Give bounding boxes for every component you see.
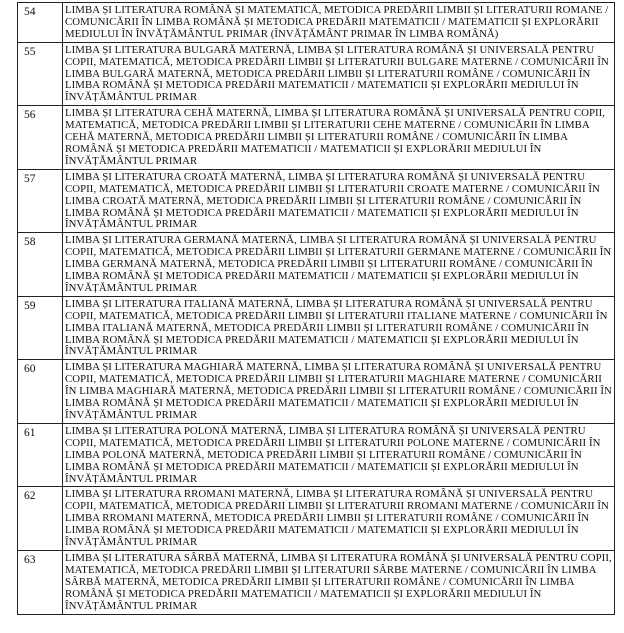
- row-number: 61: [18, 423, 63, 487]
- document-page: [17, 2, 615, 615]
- table-row: [18, 42, 615, 106]
- table-row: [18, 550, 615, 614]
- specializations-table: [17, 2, 615, 615]
- row-text: LIMBA ȘI LITERATURA MAGHIARĂ MATERNĂ, LIMBA ȘI LITERATURA ROMÂNĂ ȘI UNIVERSALĂ PENTRU COPII, MATEMATICĂ, METODICA PREDĂRII LIMBII ȘI LITERATURII MAGHIARE MATERNE / COMUNICĂRII ÎN LIMBA MAGHIARĂ MATERNĂ, METODICA PREDĂRII LIMBII ȘI LITERATURII ROMÂNE / COMUNICĂRII ÎN LIMBA ROMÂNĂ ȘI METODICA PREDĂRII MATEMATICII / MATEMATICII ȘI EXPLORĂRII MEDIULUI ÎN ÎNVĂȚĂMÂNTUL PRIMAR: [63, 360, 615, 424]
- row-number: 57: [18, 169, 63, 233]
- table-row: [18, 296, 615, 360]
- row-number: 63: [18, 550, 63, 614]
- table-row: [18, 423, 615, 487]
- row-text: LIMBA ȘI LITERATURA POLONĂ MATERNĂ, LIMBA ȘI LITERATURA ROMÂNĂ ȘI UNIVERSALĂ PENTRU COPII, MATEMATICĂ, METODICA PREDĂRII LIMBII ȘI LITERATURII POLONE MATERNE / COMUNICĂRII ÎN LIMBA POLONĂ MATERNĂ, METODICA PREDĂRII LIMBII ȘI LITERATURII ROMÂNE / COMUNICĂRII ÎN LIMBA ROMÂNĂ ȘI METODICA PREDĂRII MATEMATICII / MATEMATICII ȘI EXPLORĂRII MEDIULUI ÎN ÎNVĂȚĂMÂNTUL PRIMAR: [63, 423, 615, 487]
- row-number: 62: [18, 487, 63, 551]
- row-text: LIMBA ȘI LITERATURA ROMÂNĂ ȘI MATEMATICĂ, METODICA PREDĂRII LIMBII ȘI LITERATURII ROMANE / COMUNICĂRII ÎN LIMBA ROMÂNĂ ȘI METODICA PREDĂRII MATEMATICII / MATEMATICII ȘI EXPLORĂRII MEDIULUI ÎN ÎNVĂȚĂMÂNTUL PRIMAR (ÎNVĂȚĂMÂNT PRIMAR ÎN LIMBA ROMÂNĂ): [63, 3, 615, 43]
- table-row: [18, 360, 615, 424]
- table-row: [18, 106, 615, 170]
- table-row: [18, 233, 615, 297]
- row-text: LIMBA ȘI LITERATURA GERMANĂ MATERNĂ, LIMBA ȘI LITERATURA ROMÂNĂ ȘI UNIVERSALĂ PENTRU COPII, MATEMATICĂ, METODICA PREDĂRII LIMBII ȘI LITERATURII GERMANE MATERNE / COMUNICĂRII ÎN LIMBA GERMANĂ MATERNĂ, METODICA PREDĂRII LIMBII ȘI LITERATURII ROMÂNE / COMUNICĂRII ÎN LIMBA ROMÂNĂ ȘI METODICA PREDĂRII MATEMATICII / MATEMATICII ȘI EXPLORĂRII MEDIULUI ÎN ÎNVĂȚĂMÂNTUL PRIMAR: [63, 233, 615, 297]
- table-row: [18, 487, 615, 551]
- row-text: LIMBA ȘI LITERATURA CEHĂ MATERNĂ, LIMBA ȘI LITERATURA ROMÂNĂ ȘI UNIVERSALĂ PENTRU COPII, MATEMATICĂ, METODICA PREDĂRII LIMBII ȘI LITERATURII CEHE MATERNE / COMUNICĂRII ÎN LIMBA CEHĂ MATERNĂ, METODICA PREDĂRII LIMBII ȘI LITERATURII ROMÂNE / COMUNICĂRII ÎN LIMBA ROMÂNĂ ȘI METODICA PREDĂRII MATEMATICII / MATEMATICII ȘI EXPLORĂRII MEDIULUI ÎN ÎNVĂȚĂMÂNTUL PRIMAR: [63, 106, 615, 170]
- row-text: LIMBA ȘI LITERATURA RROMANI MATERNĂ, LIMBA ȘI LITERATURA ROMÂNĂ ȘI UNIVERSALĂ PENTRU COPII, MATEMATICĂ, METODICA PREDĂRII LIMBII ȘI LITERATURII RROMANI MATERNE / COMUNICĂRII ÎN LIMBA RROMANI MATERNĂ, METODICA PREDĂRII LIMBII ȘI LITERATURII ROMÂNE / COMUNICĂRII ÎN LIMBA ROMÂNĂ ȘI METODICA PREDĂRII MATEMATICII / MATEMATICII ȘI EXPLORĂRII MEDIULUI ÎN ÎNVĂȚĂMÂNTUL PRIMAR: [63, 487, 615, 551]
- row-text: LIMBA ȘI LITERATURA BULGARĂ MATERNĂ, LIMBA ȘI LITERATURA ROMÂNĂ ȘI UNIVERSALĂ PENTRU COPII, MATEMATICĂ, METODICA PREDĂRII LIMBII ȘI LITERATURII BULGARE MATERNE / COMUNICĂRII ÎN LIMBA BULGARĂ MATERNĂ, METODICA PREDĂRII LIMBII ȘI LITERATURII ROMÂNE / COMUNICĂRII ÎN LIMBA ROMÂNĂ ȘI METODICA PREDĂRII MATEMATICII / MATEMATICII ȘI EXPLORĂRII MEDIULUI ÎN ÎNVĂȚĂMÂNTUL PRIMAR: [63, 42, 615, 106]
- row-number: 60: [18, 360, 63, 424]
- row-number: 59: [18, 296, 63, 360]
- row-text: LIMBA ȘI LITERATURA SÂRBĂ MATERNĂ, LIMBA ȘI LITERATURA ROMÂNĂ ȘI UNIVERSALĂ PENTRU COPII, MATEMATICĂ, METODICA PREDĂRII LIMBII ȘI LITERATURII SÂRBE MATERNE / COMUNICĂRII ÎN LIMBA SÂRBĂ MATERNĂ, METODICA PREDĂRII LIMBII ȘI LITERATURII ROMÂNE / COMUNICĂRII ÎN LIMBA ROMÂNĂ ȘI METODICA PREDĂRII MATEMATICII / MATEMATICII ȘI EXPLORĂRII MEDIULUI ÎN ÎNVĂȚĂMÂNTUL PRIMAR: [63, 550, 615, 614]
- row-number: 56: [18, 106, 63, 170]
- row-text: LIMBA ȘI LITERATURA ITALIANĂ MATERNĂ, LIMBA ȘI LITERATURA ROMÂNĂ ȘI UNIVERSALĂ PENTRU COPII, MATEMATICĂ, METODICA PREDĂRII LIMBII ȘI LITERATURII ITALIANE MATERNE / COMUNICĂRII ÎN LIMBA ITALIANĂ MATERNĂ, METODICA PREDĂRII LIMBII ȘI LITERATURII ROMÂNE / COMUNICĂRII ÎN LIMBA ROMÂNĂ ȘI METODICA PREDĂRII MATEMATICII / MATEMATICII ȘI EXPLORĂRII MEDIULUI ÎN ÎNVĂȚĂMÂNTUL PRIMAR: [63, 296, 615, 360]
- row-number: 55: [18, 42, 63, 106]
- row-text: LIMBA ȘI LITERATURA CROATĂ MATERNĂ, LIMBA ȘI LITERATURA ROMÂNĂ ȘI UNIVERSALĂ PENTRU COPII, MATEMATICĂ, METODICA PREDĂRII LIMBII ȘI LITERATURII CROATE MATERNE / COMUNICĂRII ÎN LIMBA CROATĂ MATERNĂ, METODICA PREDĂRII LIMBII ȘI LITERATURII ROMÂNE / COMUNICĂRII ÎN LIMBA ROMÂNĂ ȘI METODICA PREDĂRII MATEMATICII / MATEMATICII ȘI EXPLORĂRII MEDIULUI ÎN ÎNVĂȚĂMÂNTUL PRIMAR: [63, 169, 615, 233]
- row-number: 54: [18, 3, 63, 43]
- row-number: 58: [18, 233, 63, 297]
- table-row: [18, 169, 615, 233]
- table-row: [18, 3, 615, 43]
